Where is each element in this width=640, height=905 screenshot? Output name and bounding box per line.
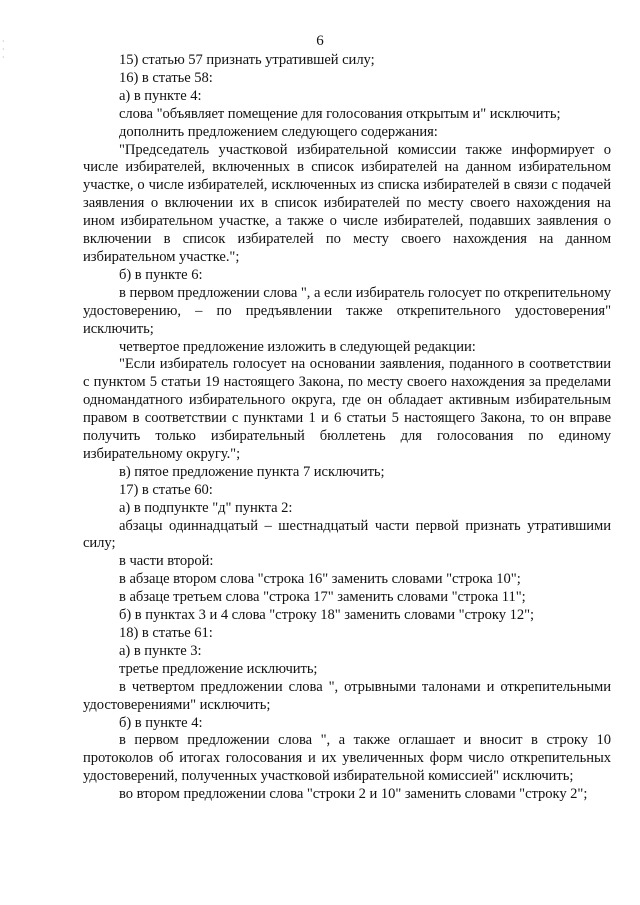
paragraph: б) в пункте 6:: [119, 266, 203, 283]
paragraph: а) в подпункте "д" пункта 2:: [119, 499, 293, 516]
paragraph: в четвертом предложении слова ", отрывными талонами и открепительными удостоверениями" исключить;: [83, 678, 611, 713]
paragraph: 18) в статье 61:: [119, 625, 213, 641]
paragraph: 17) в статье 60:: [119, 481, 213, 498]
document-body: [83, 52, 611, 804]
paragraph: в первом предложении слова ", а если избиратель голосует по открепительному удостоверению, – по предъявлении также открепительного удостоверения" исключить;: [83, 284, 611, 337]
quoted-paragraph: "Если избиратель голосует на основании заявления, поданного в соответствии с пунктом 5 статьи 19 настоящего Закона, по месту своего нахождения за пределами одномандатного избирательного округа, где он обладает активным избирательным правом в соответствии с пунктами 1 и 6 статьи 5 настоящего Закона, то он вправе получить только избирательный бюллетень для голосования по единому избирательному округу.";: [83, 356, 611, 462]
paragraph: в первом предложении слова ", а также оглашает и вносит в строку 10 протоколов об итогах голосования и их увеличенных форм число открепительных удостоверений, полученных участковой избирательной комиссией" исключить;: [83, 732, 611, 785]
paragraph: в абзаце втором слова "строка 16" заменить словами "строка 10";: [119, 571, 521, 588]
page-number: 6: [316, 33, 324, 49]
paragraph: третье предложение исключить;: [119, 660, 318, 677]
paragraph: а) в пункте 3:: [119, 642, 202, 659]
paragraph: четвертое предложение изложить в следующей редакции:: [119, 338, 476, 355]
paragraph: 16) в статье 58:: [119, 69, 213, 86]
paragraph: слова "объявляет помещение для голосования открытым и" исключить;: [119, 105, 561, 122]
paragraph: в части второй:: [119, 553, 214, 570]
paragraph: б) в пункте 4:: [119, 714, 203, 731]
quoted-paragraph: "Председатель участковой избирательной комиссии также информирует о числе избирателей, включенных в список избирателей на данном избирательном участке, о числе избирателей, исключенных из списка избирателей в связи с подачей заявления о включении их в список избирателей по месту своего нахождения на ином избирательном участке, а также о числе избирателей, подавших заявления о включении в список избирателей по месту своего нахождения на данном избирательном участке.";: [83, 141, 611, 265]
paragraph: во втором предложении слова "строки 2 и 10" заменить словами "строку 2";: [119, 786, 588, 803]
paragraph: 15) статью 57 признать утратившей силу;: [119, 52, 375, 68]
paragraph: б) в пунктах 3 и 4 слова "строку 18" заменить словами "строку 12";: [119, 607, 535, 624]
paragraph: а) в пункте 4:: [119, 87, 202, 104]
paragraph: в абзаце третьем слова "строка 17" заменить словами "строка 11";: [119, 589, 526, 606]
paragraph: абзацы одиннадцатый – шестнадцатый части первой признать утратившими силу;: [83, 517, 611, 552]
margin-mark: · · ·: [2, 37, 5, 62]
paragraph: в) пятое предложение пункта 7 исключить;: [119, 463, 385, 480]
paragraph: дополнить предложением следующего содержания:: [119, 123, 438, 140]
